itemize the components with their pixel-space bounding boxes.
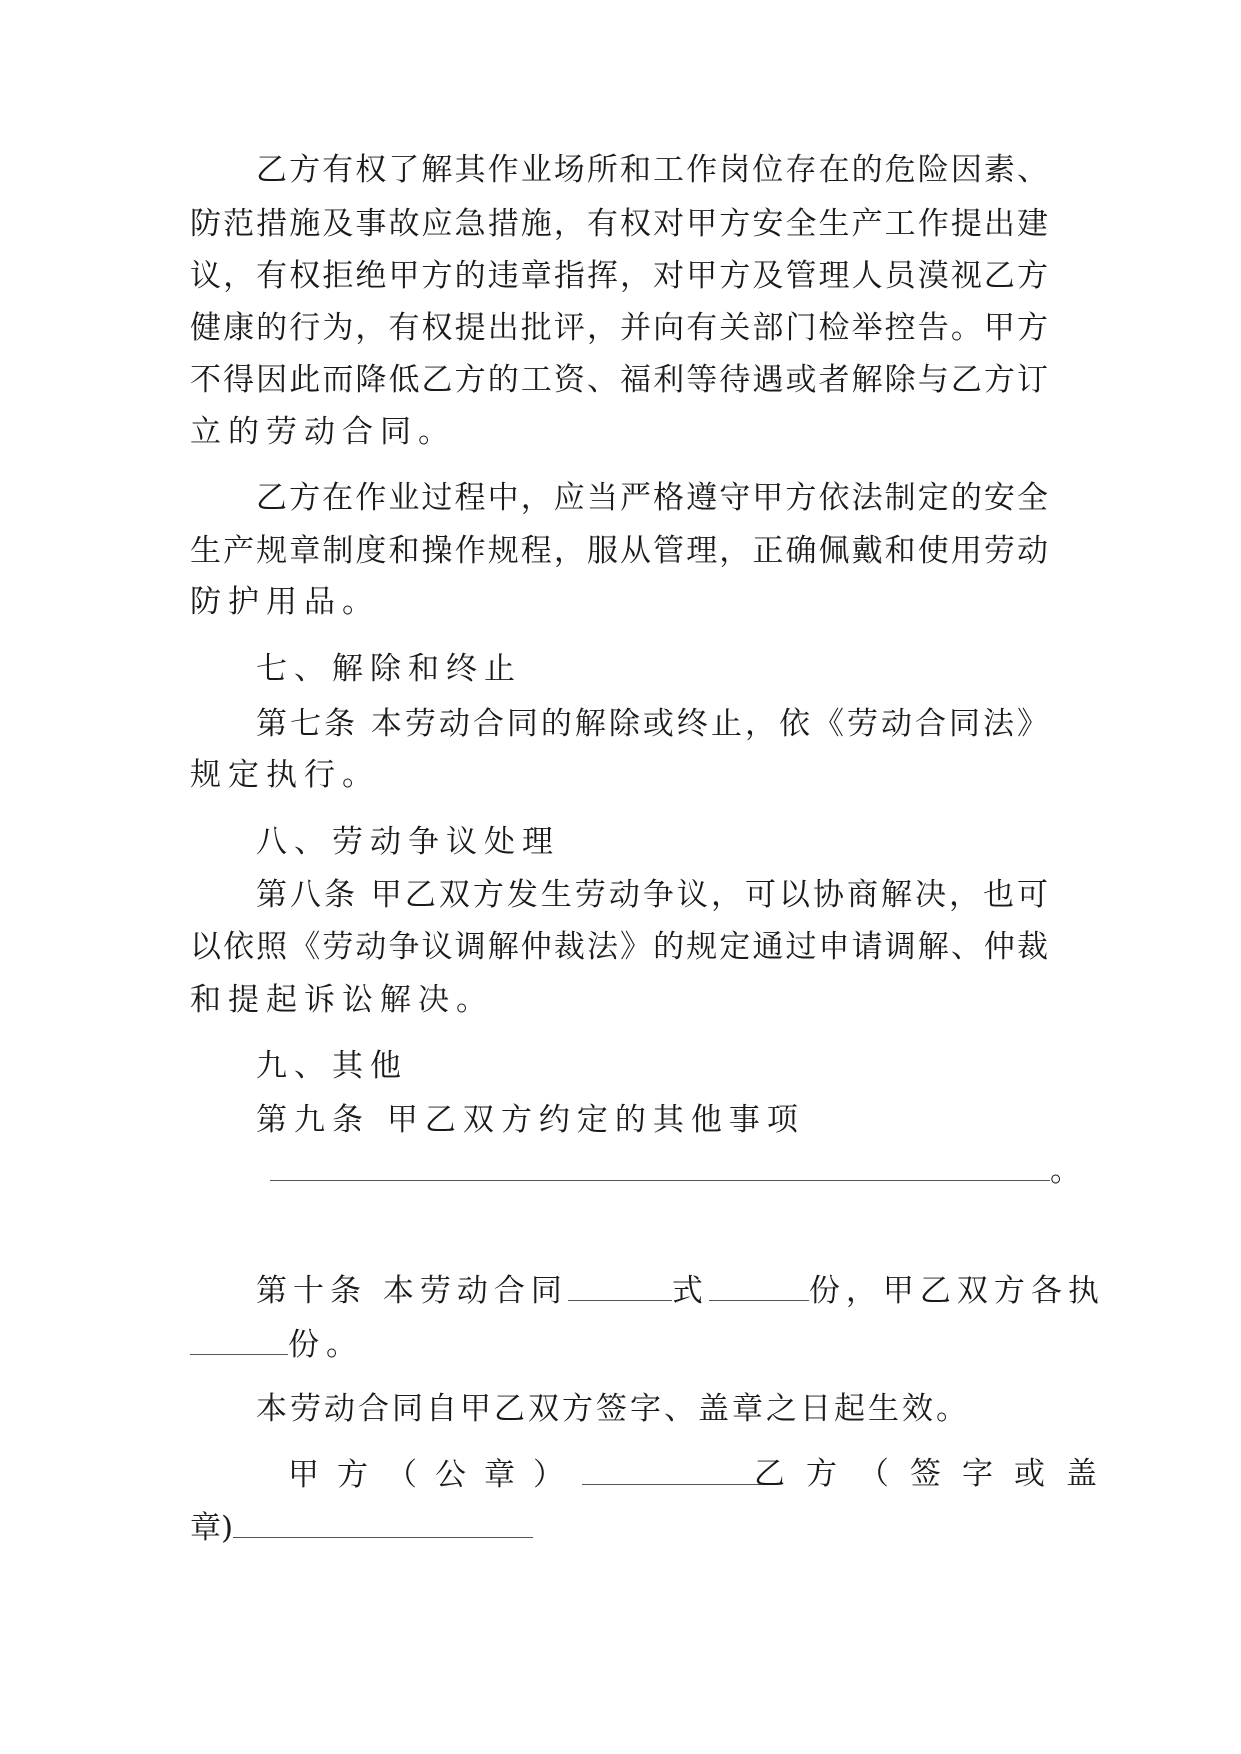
paragraph-1-line-4: 健康的行为，有权提出批评，并向有关部门检举控告。甲方 — [190, 310, 1048, 346]
article-7-line-1: 第七条 本劳动合同的解除或终止，依《劳动合同法》 — [256, 706, 1048, 742]
paragraph-1-line-6: 立的劳动合同。 — [190, 414, 456, 450]
article-10-text-3: 份，甲乙双方各执 — [808, 1273, 1105, 1309]
party-b-sign-blank — [233, 1509, 533, 1538]
article-9-blank-line — [270, 1152, 1088, 1189]
party-b-signature — [190, 1509, 533, 1546]
article-7-line-2: 规定执行。 — [190, 757, 380, 793]
party-b-label-line-1: 乙方（签字或盖 — [754, 1456, 1118, 1492]
copies-format-blank — [568, 1272, 672, 1301]
party-a-signature — [288, 1456, 778, 1493]
paragraph-1-line-5: 不得因此而降低乙方的工资、福利等待遇或者解除与乙方订 — [190, 362, 1048, 398]
article-10-text-2: 式 — [671, 1273, 709, 1309]
paragraph-1-line-2: 防范措施及事故应急措施，有权对甲方安全生产工作提出建 — [190, 206, 1048, 242]
copies-each-blank — [190, 1326, 288, 1355]
party-a-label: 甲方（公章） — [288, 1457, 582, 1493]
heading-section-8: 八、劳动争议处理 — [256, 824, 560, 860]
article-10-line-1 — [256, 1272, 1105, 1309]
article-8-line-3: 和提起诉讼解决。 — [190, 982, 494, 1018]
paragraph-1-line-1: 乙方有权了解其作业场所和工作岗位存在的危险因素、 — [256, 152, 1048, 188]
article-10-text-1: 第十条 本劳动合同 — [256, 1273, 568, 1309]
paragraph-2-line-2: 生产规章制度和操作规程，服从管理，正确佩戴和使用劳动 — [190, 533, 1048, 569]
party-a-seal-blank — [582, 1456, 778, 1485]
other-matters-blank — [270, 1152, 1050, 1181]
copies-count-blank — [709, 1272, 809, 1301]
paragraph-2-line-1: 乙方在作业过程中，应当严格遵守甲方依法制定的安全 — [256, 480, 1048, 516]
article-9-line-1: 第九条 甲乙双方约定的其他事项 — [256, 1102, 805, 1138]
article-10-line-2 — [190, 1326, 364, 1363]
paragraph-1-line-3: 议，有权拒绝甲方的违章指挥，对甲方及管理人员漠视乙方 — [190, 258, 1048, 294]
heading-section-9: 九、其他 — [256, 1048, 408, 1084]
article-8-line-1: 第八条 甲乙双方发生劳动争议，可以协商解决，也可 — [256, 877, 1048, 913]
party-b-label-line-2: 章) — [190, 1510, 234, 1546]
article-10-text-4: 份。 — [288, 1327, 364, 1363]
heading-section-7: 七、解除和终止 — [256, 651, 522, 687]
article-9-period: 。 — [1050, 1153, 1088, 1189]
paragraph-2-line-3: 防护用品。 — [190, 584, 380, 620]
effective-clause: 本劳动合同自甲乙双方签字、盖章之日起生效。 — [256, 1391, 970, 1427]
article-8-line-2: 以依照《劳动争议调解仲裁法》的规定通过申请调解、仲裁 — [190, 929, 1048, 965]
